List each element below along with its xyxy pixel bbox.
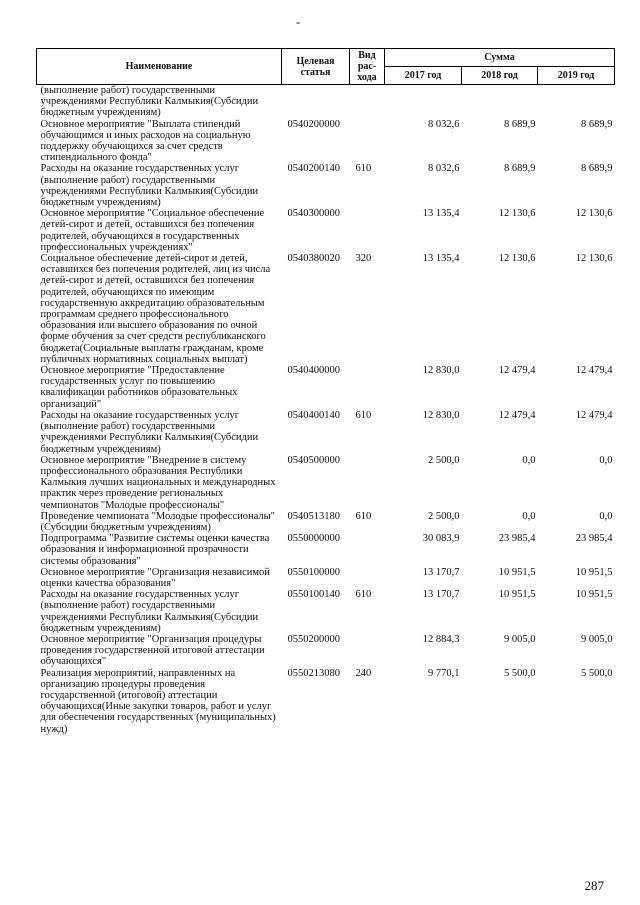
table-row <box>37 668 615 735</box>
row-code: 0540380020 <box>287 253 340 265</box>
header-2017: 2017 год <box>385 67 462 85</box>
row-2019: 0,0 <box>599 510 613 522</box>
table-row <box>37 567 615 589</box>
row-vid <box>350 634 385 668</box>
row-2017: 12 830,0 <box>422 409 460 421</box>
row-2017: 13 135,4 <box>422 253 460 265</box>
row-2019: 10 951,5 <box>575 589 613 601</box>
row-code <box>282 85 350 119</box>
row-vid <box>350 85 385 119</box>
row-2017: 2 500,0 <box>428 510 460 522</box>
table-row <box>37 511 615 533</box>
table-row <box>37 253 615 365</box>
table-header <box>37 49 615 85</box>
table-row <box>37 455 615 511</box>
row-name: Основное мероприятие "Выплата стипендий обучающимся и иных расходов на социальную поддержку обучающихся за счет средств стипендиального фонда" <box>40 118 251 164</box>
table-row <box>37 410 615 455</box>
row-code: 0540400000 <box>287 365 340 377</box>
header-code: Целевая статья <box>282 49 350 85</box>
row-2017: 12 830,0 <box>422 365 460 377</box>
row-2019: 5 500,0 <box>581 667 613 679</box>
row-name: Социальное обеспечение детей-сирот и детей, оставшихся без попечения родителей, лиц из числа детей-сирот и детей, оставшихся без попечения родителей, обучающихся по имеющим государственную аккредитацию образовательным программам среднего профессионального образования или высшего образования по очной форме обучения за счет средств республиканского бюджета(Социальные выплаты гражданам, кроме публичных нормативных социальных выплат) <box>40 253 271 365</box>
table-body <box>37 85 615 735</box>
row-vid <box>350 455 385 511</box>
row-2019: 23 985,4 <box>575 533 613 545</box>
row-name: Основное мероприятие "Организация процедуры проведения государственной итоговой аттестации обучающихся" <box>40 633 265 668</box>
row-code: 0550213080 <box>287 667 340 679</box>
row-name: Реализация мероприятий, направленных на организацию процедуры проведения государственной (итоговой) аттестации обучающихся(Иные закупки товаров, работ и услуг для обеспечения государственных (муниципальных) нужд) <box>40 667 276 735</box>
row-vid: 610 <box>355 589 372 601</box>
row-name: Расходы на оказание государственных услуг (выполнение работ) государственными учреждениями Республики Калмыкия(Субсидии бюджетным учреждениям) <box>40 163 259 209</box>
row-2019: 9 005,0 <box>581 633 613 645</box>
table-row <box>37 208 615 253</box>
row-vid: 610 <box>355 163 372 175</box>
table-row <box>37 163 615 208</box>
row-code: 0550200000 <box>287 633 340 645</box>
row-2017 <box>385 85 462 119</box>
row-2017: 8 032,6 <box>428 118 460 130</box>
table-row <box>37 85 615 119</box>
row-2019 <box>538 85 615 119</box>
row-2018: 9 005,0 <box>504 633 536 645</box>
row-2018: 0,0 <box>522 510 536 522</box>
row-2019: 12 479,4 <box>575 409 613 421</box>
row-code: 0550000000 <box>287 533 340 545</box>
row-vid <box>350 365 385 410</box>
row-code: 0550100000 <box>287 566 340 578</box>
row-2019: 8 689,9 <box>581 163 613 175</box>
row-code: 0540500000 <box>287 454 340 466</box>
row-2018: 12 130,6 <box>498 208 536 220</box>
row-2019: 12 479,4 <box>575 365 613 377</box>
row-2017: 30 083,9 <box>422 533 460 545</box>
table-row <box>37 533 615 567</box>
budget-table <box>36 48 615 735</box>
table-row <box>37 365 615 410</box>
row-2018: 12 479,4 <box>498 365 536 377</box>
row-2017: 2 500,0 <box>428 454 460 466</box>
row-vid: 610 <box>355 510 372 522</box>
row-2019: 12 130,6 <box>575 253 613 265</box>
row-2017: 13 170,7 <box>422 589 460 601</box>
row-code: 0540200140 <box>287 163 340 175</box>
header-vid: Вид рас-хода <box>350 49 385 85</box>
row-code: 0540300000 <box>287 208 340 220</box>
row-2018: 12 479,4 <box>498 409 536 421</box>
row-vid <box>350 533 385 567</box>
table-row <box>37 119 615 164</box>
row-2019: 0,0 <box>599 454 613 466</box>
row-name: Основное мероприятие "Социальное обеспечение детей-сирот и детей, оставшихся без попечения родителей, обучающихся в государственных профессиональных учреждениях" <box>40 208 265 253</box>
row-code: 0540400140 <box>287 409 340 421</box>
row-vid: 610 <box>355 409 372 421</box>
row-2018: 10 951,5 <box>498 566 536 578</box>
header-2019: 2019 год <box>538 67 615 85</box>
row-vid: 320 <box>355 253 372 265</box>
row-name: Проведение чемпионата "Молодые профессионалы"(Субсидии бюджетным учреждениям) <box>40 510 275 533</box>
table-row <box>37 589 615 634</box>
row-2018: 12 130,6 <box>498 253 536 265</box>
header-name: Наименование <box>37 49 282 85</box>
header-2018: 2018 год <box>462 67 538 85</box>
row-2017: 13 170,7 <box>422 566 460 578</box>
row-2018: 10 951,5 <box>498 589 536 601</box>
top-mark: - <box>296 14 301 29</box>
row-name: Расходы на оказание государственных услуг (выполнение работ) государственными учреждениями Республики Калмыкия(Субсидии бюджетным учреждениям) <box>40 589 259 634</box>
row-name: Подпрограмма "Развитие системы оценки качества образования и информационной прозрачности системы образования" <box>40 533 270 567</box>
row-name: Основное мероприятие "Внедрение в систему профессионального образования Республики Калмыкия лучших национальных и международных практик через проведение региональных чемпионатов "Молодые профессионалы" <box>40 454 276 511</box>
row-code: 0550100140 <box>287 589 340 601</box>
row-vid <box>350 567 385 589</box>
row-2018: 0,0 <box>522 454 536 466</box>
row-vid: 240 <box>355 667 372 679</box>
row-2017: 13 135,4 <box>422 208 460 220</box>
row-name: (выполнение работ) государственными учреждениями Республики Калмыкия(Субсидии бюджетным учреждениям) <box>40 85 259 119</box>
row-2019: 10 951,5 <box>575 566 613 578</box>
row-2019: 8 689,9 <box>581 118 613 130</box>
row-2019: 12 130,6 <box>575 208 613 220</box>
row-name: Основное мероприятие "Организация независимой оценки качества образования" <box>40 566 270 589</box>
row-name: Основное мероприятие "Предоставление государственных услуг по повышению квалификации работников образовательных организаций" <box>40 365 238 410</box>
row-2017: 8 032,6 <box>428 163 460 175</box>
row-2018: 23 985,4 <box>498 533 536 545</box>
row-code: 0540513180 <box>287 510 340 522</box>
row-vid <box>350 119 385 164</box>
row-vid <box>350 208 385 253</box>
row-2017: 12 884,3 <box>422 633 460 645</box>
row-name: Расходы на оказание государственных услуг (выполнение работ) государственными учреждениями Республики Калмыкия(Субсидии бюджетным учреждениям) <box>40 409 259 455</box>
table-row <box>37 634 615 668</box>
row-2018 <box>462 85 538 119</box>
row-2017: 9 770,1 <box>428 667 460 679</box>
row-2018: 8 689,9 <box>504 118 536 130</box>
header-sum: Сумма <box>385 49 615 67</box>
page-number: 287 <box>584 878 604 893</box>
row-2018: 5 500,0 <box>504 667 536 679</box>
row-code: 0540200000 <box>287 118 340 130</box>
row-2018: 8 689,9 <box>504 163 536 175</box>
